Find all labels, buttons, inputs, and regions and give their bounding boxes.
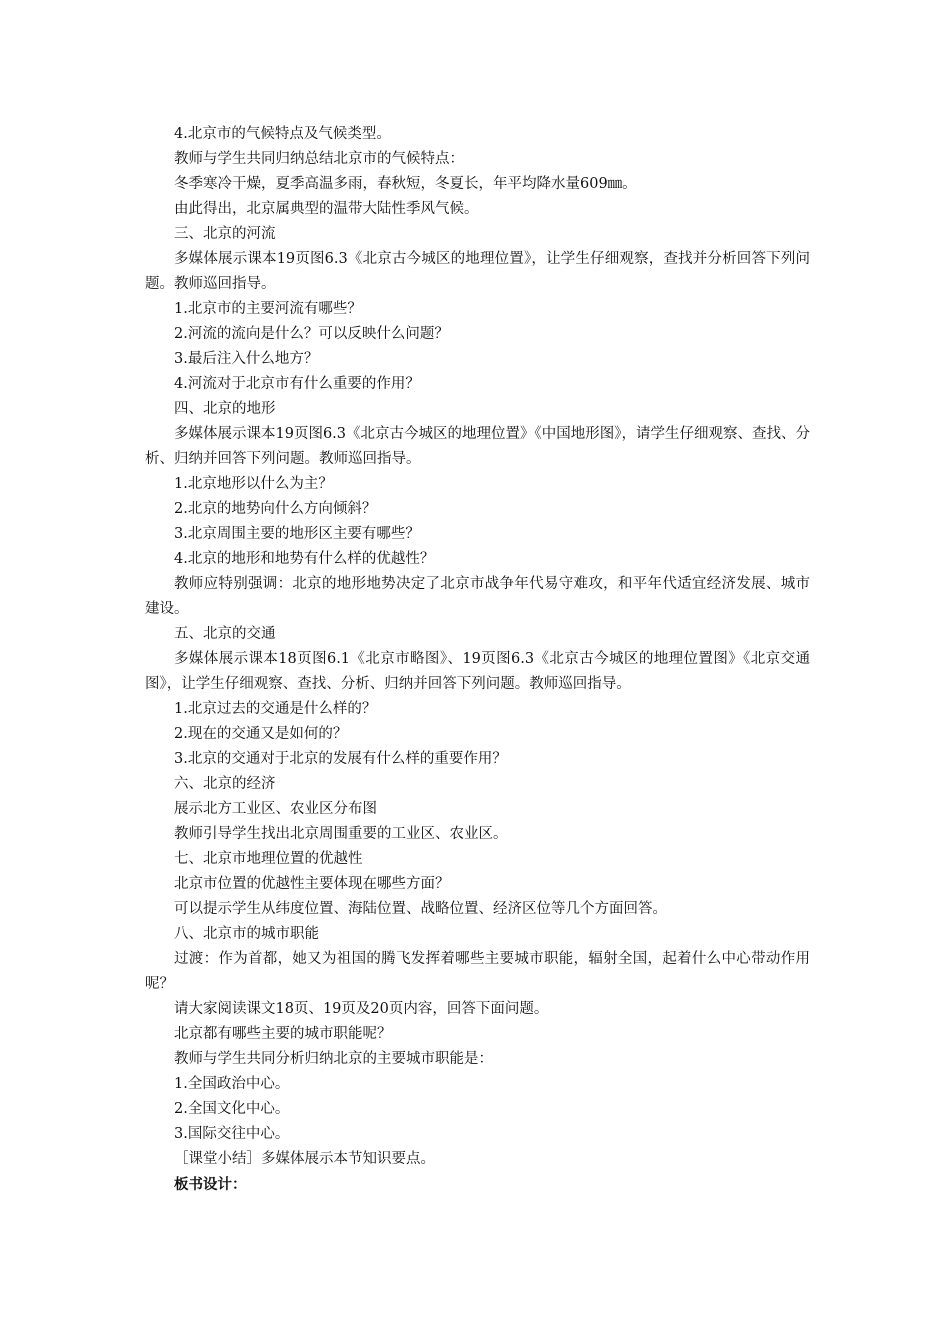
question-item: 1.北京过去的交通是什么样的？ xyxy=(174,701,377,717)
section-heading: 七、北京市地理位置的优越性 xyxy=(174,851,363,867)
paragraph: 教师与学生共同分析归纳北京的主要城市职能是： xyxy=(174,1051,493,1067)
question-item: 2.北京的地势向什么方向倾斜？ xyxy=(174,501,377,517)
question-item: 3.最后注入什么地方？ xyxy=(174,351,319,367)
list-item: 1.全国政治中心。 xyxy=(174,1076,290,1092)
paragraph: 可以提示学生从纬度位置、海陆位置、战略位置、经济区位等几个方面回答。 xyxy=(174,901,667,917)
paragraph: 多媒体展示课本19页图6.3《北京古今城区的地理位置》，让学生仔细观察，查找并分析回答下列问题。教师巡回指导。 xyxy=(145,251,810,292)
paragraph: 多媒体展示课本19页图6.3《北京古今城区的地理位置》《中国地形图》，请学生仔细观察、查找、分析、归纳并回答下列问题。教师巡回指导。 xyxy=(145,426,811,467)
paragraph: 教师应特别强调：北京的地形地势决定了北京市战争年代易守难攻，和平年代适宜经济发展、城市建设。 xyxy=(145,576,810,617)
question-item: 2.河流的流向是什么？可以反映什么问题？ xyxy=(174,326,449,342)
list-item: 3.国际交往中心。 xyxy=(174,1126,290,1142)
paragraph: 教师与学生共同归纳总结北京市的气候特点： xyxy=(174,151,464,167)
paragraph: 冬季寒冷干燥，夏季高温多雨，春秋短，冬夏长，年平均降水量609㎜。 xyxy=(174,176,637,192)
question-item: 1.北京地形以什么为主？ xyxy=(174,476,333,492)
paragraph: 展示北方工业区、农业区分布图 xyxy=(174,801,377,817)
question-item: 3.北京的交通对于北京的发展有什么样的重要作用？ xyxy=(174,751,507,767)
paragraph: 教师引导学生找出北京周围重要的工业区、农业区。 xyxy=(174,826,508,842)
paragraph: 北京市位置的优越性主要体现在哪些方面？ xyxy=(174,876,450,892)
section-heading: 八、北京市的城市职能 xyxy=(174,926,319,942)
question-item: 2.现在的交通又是如何的？ xyxy=(174,726,348,742)
section-heading: 五、北京的交通 xyxy=(174,626,276,642)
list-item: 2.全国文化中心。 xyxy=(174,1101,290,1117)
document-body xyxy=(145,122,810,1197)
paragraph: 多媒体展示课本18页图6.1《北京市略图》、19页图6.3《北京古今城区的地理位置图》《北京交通图》，让学生仔细观察、查找、分析、归纳并回答下列问题。教师巡回指导。 xyxy=(145,651,810,692)
section-heading: 三、北京的河流 xyxy=(174,226,276,242)
paragraph: 北京都有哪些主要的城市职能呢？ xyxy=(174,1026,392,1042)
paragraph: ［课堂小结］多媒体展示本节知识要点。 xyxy=(174,1151,435,1167)
question-item: 4.北京的地形和地势有什么样的优越性？ xyxy=(174,551,435,567)
paragraph: 请大家阅读课文18页、19页及20页内容，回答下面问题。 xyxy=(174,1001,549,1017)
paragraph: 过渡：作为首都，她又为祖国的腾飞发挥着哪些主要城市职能，辐射全国，起着什么中心带动作用呢？ xyxy=(145,951,810,992)
section-heading: 六、北京的经济 xyxy=(174,776,276,792)
paragraph: 4.北京市的气候特点及气候类型。 xyxy=(174,126,391,142)
board-design-heading: 板书设计： xyxy=(174,1176,247,1193)
paragraph: 由此得出，北京属典型的温带大陆性季风气候。 xyxy=(174,201,479,217)
question-item: 3.北京周围主要的地形区主要有哪些？ xyxy=(174,526,420,542)
question-item: 4.河流对于北京市有什么重要的作用？ xyxy=(174,376,420,392)
question-item: 1.北京市的主要河流有哪些？ xyxy=(174,301,362,317)
section-heading: 四、北京的地形 xyxy=(174,401,276,417)
